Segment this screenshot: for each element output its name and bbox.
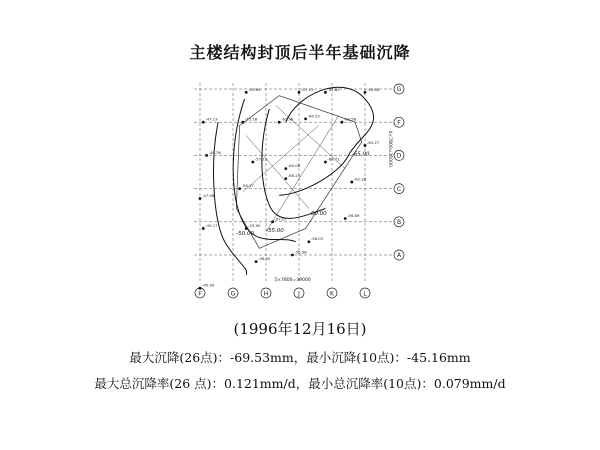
- measurement-point-label: -53.90: [248, 222, 261, 228]
- row-axis-label: C: [396, 185, 402, 193]
- measurement-point-label: -64.25: [307, 113, 320, 119]
- plan-svg: [180, 75, 410, 305]
- measurement-point-marker: [238, 187, 241, 190]
- contour-label: -50.00: [236, 231, 255, 238]
- measurement-point-marker: [278, 121, 281, 124]
- settlement-rate-summary: 最大总沉降率(26 点)：0.121mm/d，最小总沉降率(10点)：0.079mm/d: [94, 376, 506, 391]
- measurement-point-label: -47.13: [205, 116, 218, 122]
- measurement-point-label: -60.71: [327, 156, 340, 162]
- column-axis-label: K: [330, 290, 334, 298]
- row-axis-label: F: [397, 119, 401, 127]
- row-axis-label: B: [396, 219, 402, 226]
- row-axis-label: G: [396, 86, 402, 94]
- measurement-point-marker: [344, 217, 347, 220]
- building-diagonal: [246, 135, 309, 208]
- measurement-point-marker: [308, 240, 311, 243]
- measurement-point-marker: [304, 117, 307, 120]
- measurement-point-marker: [202, 227, 205, 230]
- measurement-point-marker: [364, 144, 367, 147]
- building-diagonal: [266, 116, 339, 232]
- measurement-point-label: -56.17: [241, 183, 254, 189]
- measurement-point-marker: [350, 181, 353, 184]
- measurement-point-label: -66.23: [287, 173, 301, 179]
- settlement-summary: 最大沉降(26点)：-69.53mm，最小沉降(10点)：-45.16mm: [129, 350, 471, 365]
- measurement-point-marker: [284, 177, 287, 180]
- measurement-point-label: -63.27: [367, 139, 380, 145]
- measurement-point-marker: [324, 161, 327, 164]
- bottom-dimension-label: 5×7800=39000: [274, 278, 311, 283]
- measurement-point-label: -47.98: [202, 193, 215, 199]
- measurement-point-marker: [202, 121, 205, 124]
- column-axis-label: G: [230, 290, 236, 298]
- measurement-point-marker: [251, 161, 254, 164]
- column-axis-label: L: [363, 290, 367, 298]
- measurement-point-label: -55.18: [244, 116, 258, 122]
- contour-line: [214, 122, 247, 275]
- measurement-point-marker: [242, 121, 245, 124]
- measurement-point-marker: [245, 91, 248, 94]
- settlement-contour-plan: [180, 75, 410, 305]
- measurement-point-label: -57.23: [301, 86, 314, 92]
- measurement-point-label: -56.89: [347, 212, 360, 218]
- contour-label: -55.00: [266, 227, 284, 234]
- measurement-point-marker: [291, 254, 294, 257]
- measurement-point-marker: [364, 91, 367, 94]
- measurement-point-marker: [205, 154, 208, 157]
- column-axis-label: F: [198, 290, 202, 298]
- page-title: 主楼结构封顶后半年基础沉降: [189, 43, 411, 62]
- contour-label: -60.00: [308, 211, 327, 218]
- measurement-point-marker: [284, 167, 287, 170]
- measurement-point-label: -57.13: [254, 156, 268, 162]
- measurement-point-marker: [245, 227, 248, 230]
- measurement-point-label: -55.89: [248, 86, 261, 92]
- date-label: (1996年12月16日): [233, 320, 367, 338]
- column-axis-label: H: [263, 290, 269, 298]
- measurement-point-label: -59.48: [367, 86, 380, 92]
- row-axis-label: D: [396, 152, 402, 160]
- measurement-point-marker: [341, 121, 344, 124]
- measurement-point-marker: [271, 220, 274, 223]
- measurement-point-label: -61.98: [281, 116, 294, 122]
- measurement-point-label: -48.76: [208, 149, 221, 155]
- measurement-point-label: -60.08: [287, 163, 301, 169]
- measurement-points: [199, 87, 380, 290]
- right-dimension-label: 4×7800=35000: [387, 130, 392, 167]
- measurement-point-label: -49.17: [205, 222, 218, 228]
- measurement-point-label: -67.07: [274, 216, 287, 222]
- measurement-point-label: -56.50: [258, 256, 271, 262]
- measurement-point-label: -62.28: [353, 176, 367, 182]
- measurement-point-label: -45.99: [202, 282, 215, 288]
- measurement-point-marker: [298, 91, 301, 94]
- measurement-point-label: -57.82: [327, 86, 340, 92]
- measurement-point-marker: [255, 260, 258, 263]
- dimension-labels: [274, 131, 393, 283]
- measurement-point-label: -56.38: [294, 249, 307, 255]
- measurement-point-marker: [324, 91, 327, 94]
- row-axis-label: A: [396, 252, 402, 260]
- measurement-point-label: -63.58: [343, 116, 357, 122]
- measurement-point-label: -56.03: [310, 236, 324, 242]
- contour-label: -65.00: [351, 151, 370, 158]
- measurement-point-marker: [199, 287, 202, 290]
- column-axis-label: J: [298, 290, 300, 298]
- measurement-point-marker: [199, 197, 202, 200]
